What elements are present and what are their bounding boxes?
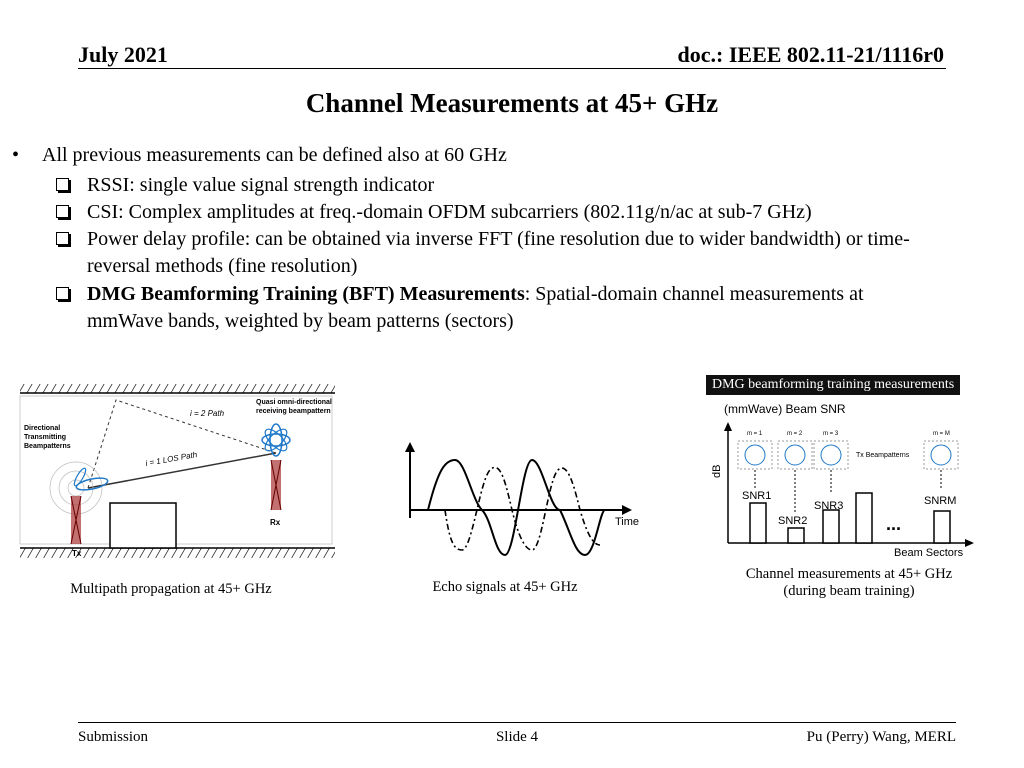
beam-snr-title: (mmWave) Beam SNR: [724, 402, 846, 416]
checkbox-bullet-icon: [56, 287, 69, 300]
dmg-tag-label: DMG beamforming training measurements: [706, 375, 960, 395]
echo-solid-wave: [428, 460, 605, 555]
footer-divider: [78, 722, 956, 723]
header-date: July 2021: [78, 42, 168, 67]
floor-hatch: [20, 548, 335, 558]
sub-bullet-text: RSSI: single value signal strength indicator: [87, 174, 435, 196]
footer-slide-number: Slide 4: [495, 729, 539, 745]
sub-bullet-csi: [56, 199, 1024, 226]
snr-bar-m: [934, 511, 950, 543]
sub-bullet-text: Power delay profile: can be obtained via inverse FFT (fine resolution due to wider bandwidth) or time-: [87, 228, 910, 250]
multipath-caption: Multipath propagation at 45+ GHz: [70, 581, 272, 597]
sub-bullet-text: CSI: Complex amplitudes at freq.-domain OFDM subcarriers (802.11g/n/ac at sub-7 GHz): [87, 201, 812, 223]
directional-label-2: Transmitting: [24, 434, 67, 441]
m-label-3: m = 3: [823, 431, 839, 437]
tx-tower-icon: [71, 496, 81, 544]
bullet-dot-icon: •: [12, 144, 20, 166]
snr-label-1: SNR1: [742, 490, 772, 502]
los-label: i = 1 LOS Path: [144, 450, 198, 468]
beam-caption-line1: Channel measurements at 45+ GHz: [745, 566, 953, 582]
checkbox-bullet-icon: [56, 205, 69, 218]
main-bullet: [12, 144, 507, 167]
snr-bar-extra: [856, 493, 872, 543]
beam-snr-figure: [706, 398, 980, 560]
slide-title: Channel Measurements at 45+ GHz: [305, 88, 719, 118]
beampattern-thumbnails: [738, 441, 958, 469]
time-axis-label: Time: [615, 516, 640, 528]
beam-caption: [722, 566, 976, 600]
rx-tower-icon: [271, 460, 281, 510]
checkbox-bullet-icon: [56, 178, 69, 191]
directional-label-1: Directional: [24, 425, 61, 432]
beam-caption-line2: (during beam training): [783, 583, 915, 599]
footer-author: Pu (Perry) Wang, MERL: [806, 729, 956, 745]
sub-bullet-text: [87, 281, 1024, 308]
directional-label-3: Beampatterns: [24, 443, 71, 450]
tx-beampatterns-label: Tx Beampatterns: [856, 452, 910, 459]
checkbox-bullet-icon: [56, 232, 69, 245]
sub-bullet-rest: : Spatial-domain channel measurements at: [524, 283, 864, 305]
main-bullet-text: All previous measurements can be defined also at 60 GHz: [42, 144, 507, 166]
rx-beampattern-icon: [262, 424, 290, 456]
header-divider: [78, 68, 946, 69]
sub-bullet-text-cont: reversal methods (fine resolution): [87, 255, 358, 277]
bold-term: DMG Beamforming Training (BFT) Measurements: [87, 283, 525, 305]
m-label-2: m = 2: [787, 431, 803, 437]
tx-label: Tx: [72, 549, 82, 558]
sub-bullet-rssi: [56, 172, 1024, 199]
snr-label-2: SNR2: [778, 515, 808, 527]
footer-submission: Submission: [78, 729, 149, 745]
sub-bullet-pdp: [56, 226, 1024, 280]
quasi-label-2: receiving beampattern: [256, 408, 331, 415]
header-doc-id: doc.: IEEE 802.11-21/1116r0: [677, 42, 944, 67]
sub-bullet-dmg-bft: [56, 281, 1024, 335]
ellipsis: ...: [886, 514, 902, 534]
obstacle-box: [110, 503, 176, 548]
m-label-1: m = 1: [747, 431, 763, 437]
quasi-label-1: Quasi omni-directional: [256, 399, 332, 406]
echo-signals-figure: [400, 440, 650, 565]
beam-sectors-label: Beam Sectors: [894, 547, 964, 559]
rx-label: Rx: [270, 518, 281, 527]
snr-bar-1: [750, 503, 766, 543]
snr-bar-2: [788, 528, 804, 543]
snr-label-3: SNR3: [814, 500, 844, 512]
path2-label: i = 2 Path: [190, 409, 225, 418]
sub-bullet-text-cont: mmWave bands, weighted by beam patterns (sectors): [87, 310, 514, 332]
snr-bar-3: [823, 510, 839, 543]
db-label: dB: [711, 464, 723, 478]
reflected-path: [88, 400, 276, 488]
multipath-figure: [18, 380, 338, 565]
arrow-guides: [755, 470, 941, 513]
snr-label-m: SNRM: [924, 495, 957, 507]
ceiling-hatch: [20, 384, 335, 393]
echo-caption: Echo signals at 45+ GHz: [432, 579, 578, 595]
m-label-m: m = M: [933, 431, 950, 437]
